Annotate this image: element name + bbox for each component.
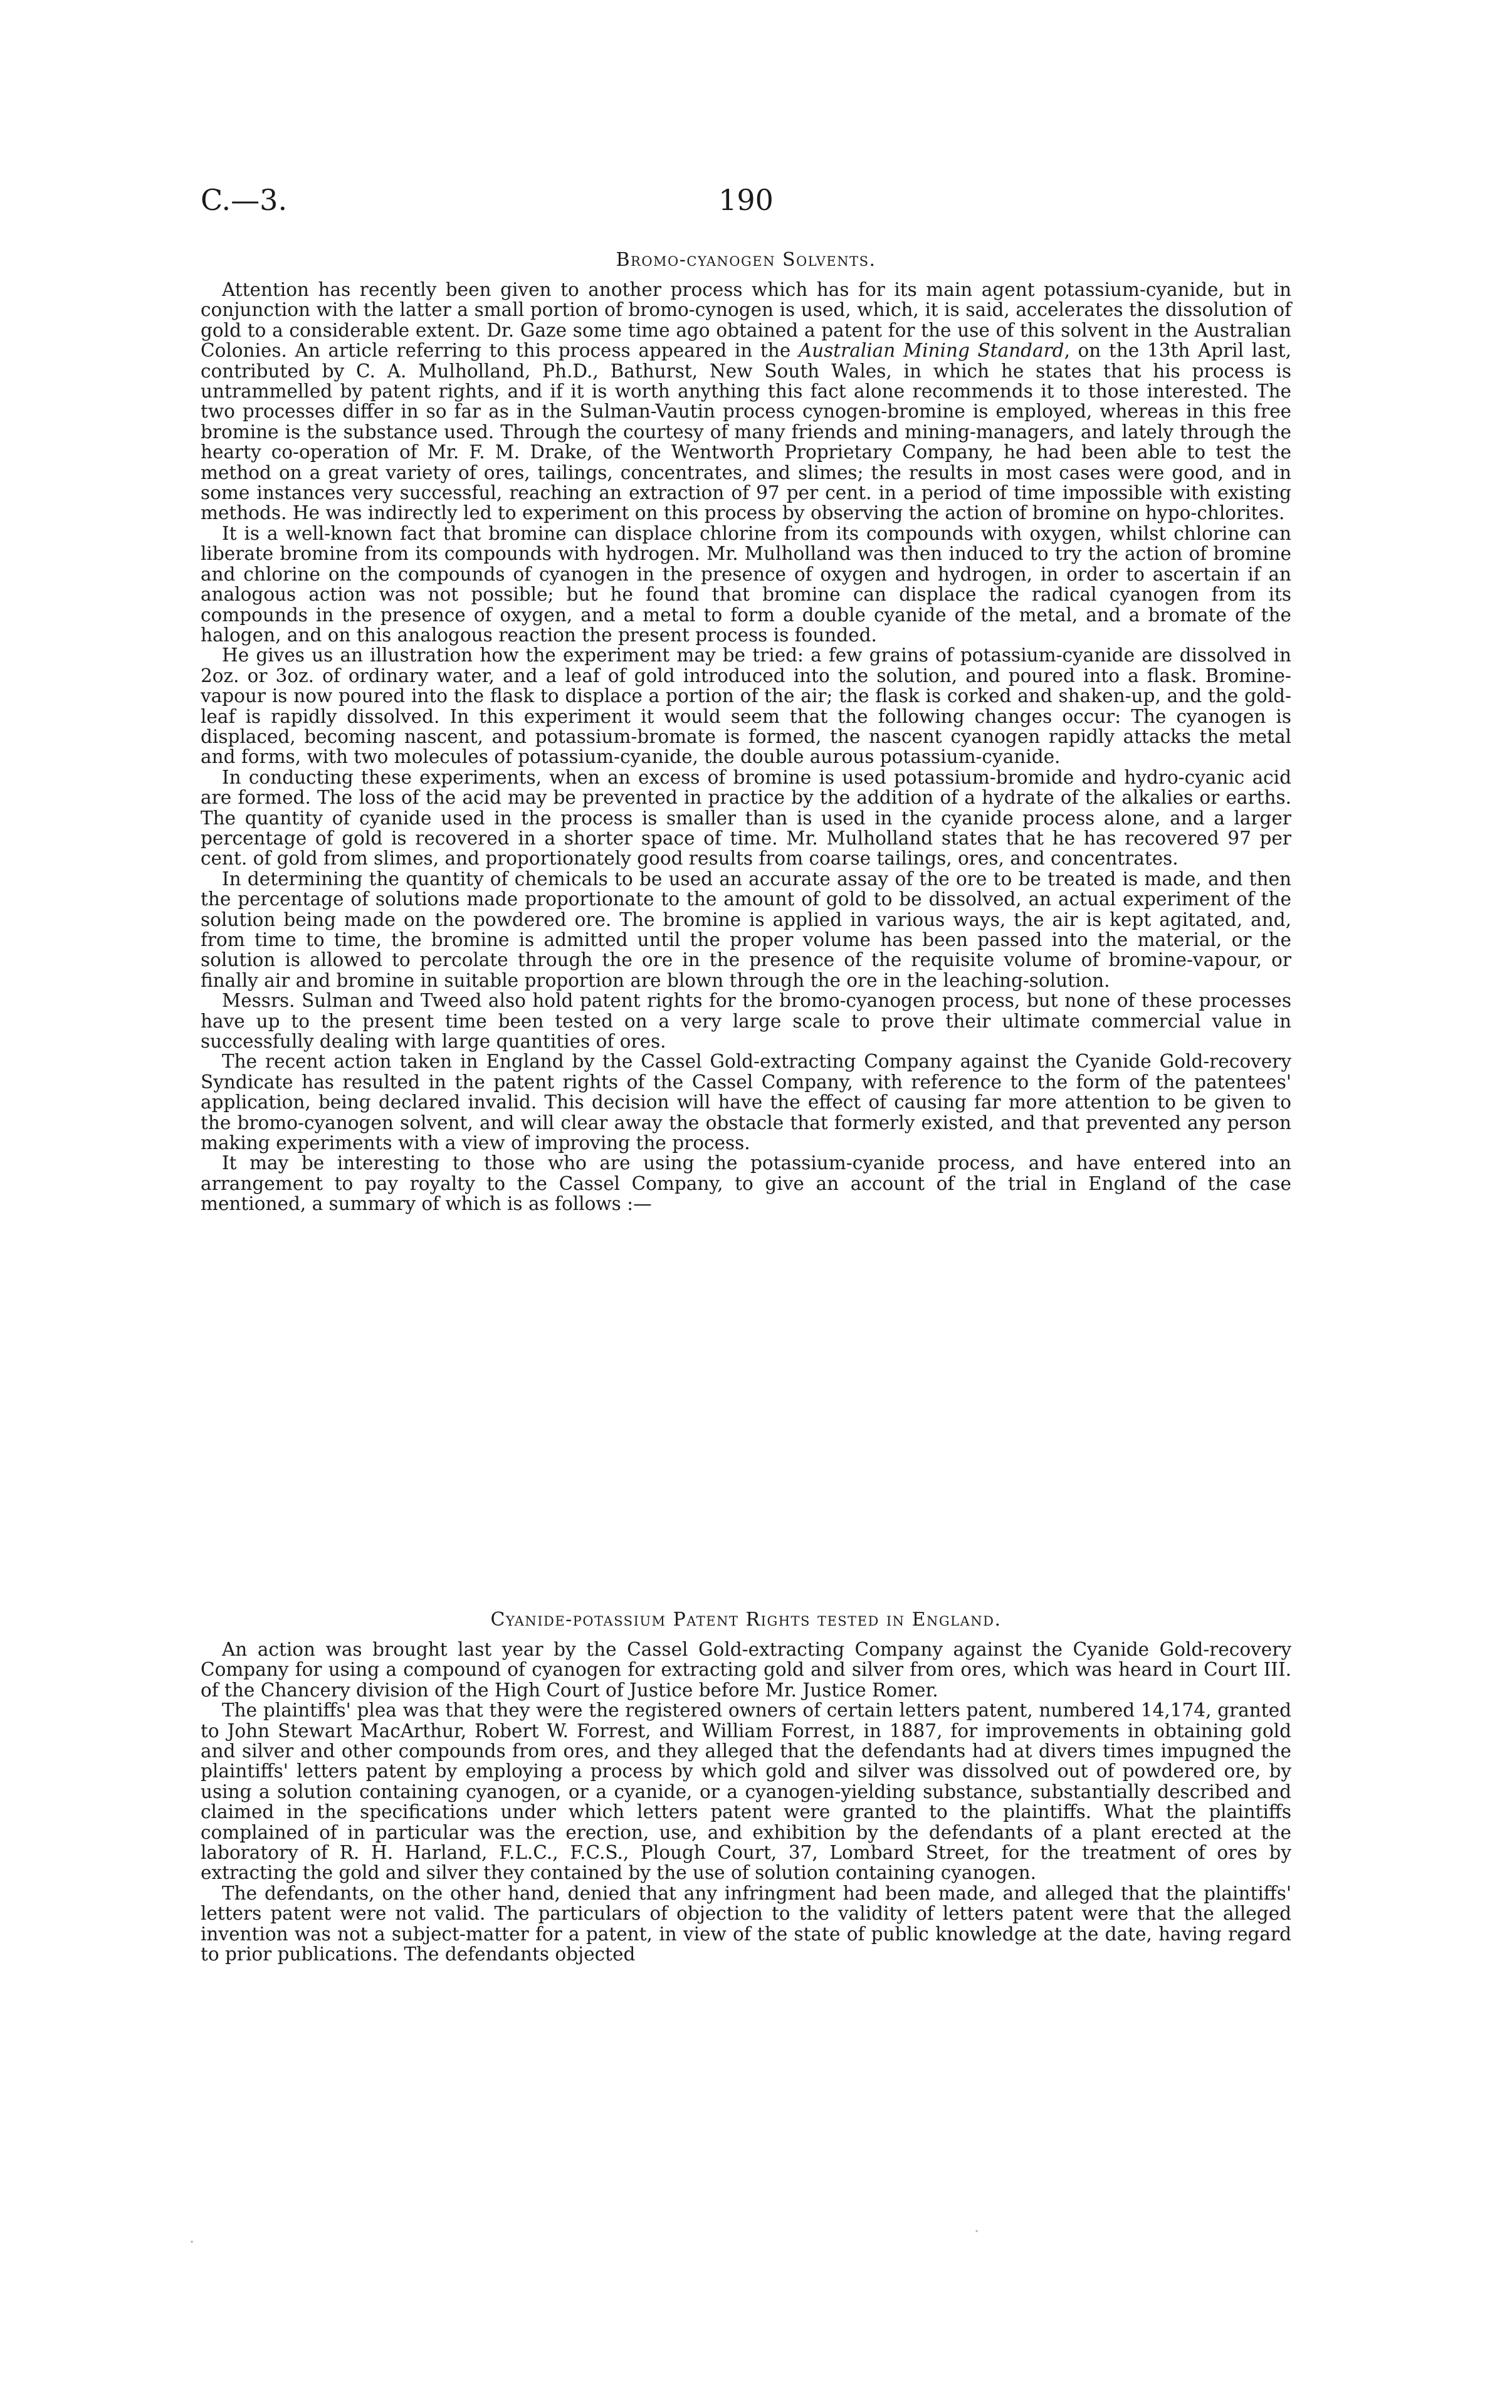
section-cyanide-patent-rights (201, 1609, 1291, 1965)
publication-title: Australian Mining Standard (798, 340, 1064, 362)
section-heading: Bromo-cyanogen Solvents. (616, 249, 876, 271)
paragraph: In determining the quantity of chemicals to be used an accurate assay of the ore to be treated is made, and then the percentage of solutions made proportionate to the amount of gold to be dissolved, an actual experiment of the solution being made on the powdered ore. The bromine is applied in various ways, the air is kept agitated, and, from time to time, the bromine is admitted until the proper volume has been passed into the material, or the solution is allowed to percolate through the ore in the presence of the requisite volume of bromine-vapour, or finally air and bromine in suitable proportion are blown through the ore in the leaching-solution. (201, 868, 1291, 991)
paragraph: It may be interesting to those who are using the potassium-cyanide process, and have entered into an arrangement to pay royalty to the Cassel Company, to give an account of the trial in England of the case mentioned, a summary of which is as follows :— (201, 1152, 1291, 1215)
paragraph: It is a well-known fact that bromine can displace chlorine from its compounds with oxygen, whilst chlorine can liberate bromine from its compounds with hydrogen. Mr. Mulholland was then induced to try the action of bromine and chlorine on the compounds of cyanogen in the presence of oxygen and hydrogen, in order to ascertain if an analogous action was not possible; but he found that bromine can displace the radical cyanogen from its compounds in the presence of oxygen, and a metal to form a double cyanide of the metal, and a bromate of the halogen, and on this analogous reaction the present process is founded. (201, 522, 1291, 646)
section-bromo-cyanogen (201, 250, 1291, 1214)
paragraph: Messrs. Sulman and Tweed also hold patent rights for the bromo-cyanogen process, but none of these processes have up to the present time been tested on a very large scale to prove their ultimate commercial value in successfully dealing with large quantities of ores. (201, 990, 1291, 1053)
page-header (201, 183, 1291, 233)
page-speck: · (189, 2233, 195, 2252)
section-heading: Cyanide-potassium Patent Rights tested in England. (490, 1609, 1002, 1631)
document-reference: C.—3. (201, 183, 288, 217)
paragraph: The defendants, on the other hand, denied that any infringment had been made, and alleged that the plaintiffs' letters patent were not valid. The particulars of objection to the validity of letters patent were that the alleged invention was not a subject-matter for a patent, in view of the state of public knowledge at the date, having regard to prior publications. The defendants objected (201, 1882, 1291, 1965)
paragraph: An action was brought last year by the Cassel Gold-extracting Company against the Cyanide Gold-recovery Company for using a compound of cyanogen for extracting gold and silver from ores, which was heard in Court III. of the Chancery division of the High Court of Justice before Mr. Justice Romer. (201, 1639, 1291, 1701)
paragraph: Attention has recently been given to another process which has for its main agent potassium-cyanide, but in conjunction with the latter a small portion of bromo-cynogen is used, which, it is said, accelerates the dissolution of gold to a considerable extent. Dr. Gaze some time ago obtained a patent for the use of this solvent in the Australian Colonies. An article referring to this process appeared in the Australian Mining Standard, on the 13th April last, contributed by C. A. Mulholland, Ph.D., Bathurst, New South Wales, in which he states that his process is untrammelled by patent rights, and if it is worth anything this fact alone recommends it to those interested. The two processes differ in so far as in the Sulman-Vautin process cynogen-bromine is employed, whereas in this free bromine is the substance used. Through the courtesy of many friends and mining-managers, and lately through the hearty co-operation of Mr. F. M. Drake, of the Wentworth Proprietary Company, he had been able to test the method on a great variety of ores, tailings, concentrates, and slimes; the results in most cases were good, and in some instances very successful, reaching an extraction of 97 per cent. in a period of time impossible with existing methods. He was indirectly led to experiment on this process by observing the action of bromine on hypo-chlorites. (201, 279, 1291, 524)
paragraph: The plaintiffs' plea was that they were the registered owners of certain letters patent, numbered 14,174, granted to John Stewart MacArthur, Robert W. Forrest, and William Forrest, in 1887, for improvements in obtaining gold and silver and other compounds from ores, and they alleged that the defendants had at divers times impugned the plaintiffs' letters patent by employing a process by which gold and silver was dissolved out of powdered ore, by using a solution containing cyanogen, or a cyanide, or a cyanogen-yielding substance, substantially described and claimed in the specifications under which letters patent were granted to the plaintiffs. What the plaintiffs complained of in particular was the erection, use, and exhibition by the defendants of a plant erected at the laboratory of R. H. Harland, F.L.C., F.C.S., Plough Court, 37, Lombard Street, for the treatment of ores by extracting the gold and silver they contained by the use of solution containing cyanogen. (201, 1700, 1291, 1884)
paragraph: He gives us an illustration how the experiment may be tried: a few grains of potassium-cyanide are dissolved in 2oz. or 3oz. of ordinary water, and a leaf of gold introduced into the solution, and poured into a flask. Bromine-vapour is now poured into the flask to displace a portion of the air; the flask is corked and shaken-up, and the gold-leaf is rapidly dissolved. In this experiment it would seem that the following changes occur: The cyanogen is displaced, becoming nascent, and potassium-bromate is formed, the nascent cyanogen rapidly attacks the metal and forms, with two molecules of potassium-cyanide, the double aurous potassium-cyanide. (201, 644, 1291, 768)
page-number: 190 (718, 183, 774, 217)
page-speck: · (974, 2222, 980, 2241)
paragraph: The recent action taken in England by the Cassel Gold-extracting Company against the Cyanide Gold-recovery Syndicate has resulted in the patent rights of the Cassel Company, with reference to the form of the patentees' application, being declared invalid. This decision will have the effect of causing far more attention to be given to the bromo-cyanogen solvent, and will clear away the obstacle that formerly existed, and that prevented any person making experiments with a view of improving the process. (201, 1051, 1291, 1154)
paragraph: In conducting these experiments, when an excess of bromine is used potassium-bromide and hydro-cyanic acid are formed. The loss of the acid may be prevented in practice by the addition of a hydrate of the alkalies or earths. The quantity of cyanide used in the process is smaller than is used in the cyanide process alone, and a larger percentage of gold is recovered in a shorter space of time. Mr. Mulholland states that he has recovered 97 per cent. of gold from slimes, and proportionately good results from coarse tailings, ores, and concentrates. (201, 766, 1291, 870)
